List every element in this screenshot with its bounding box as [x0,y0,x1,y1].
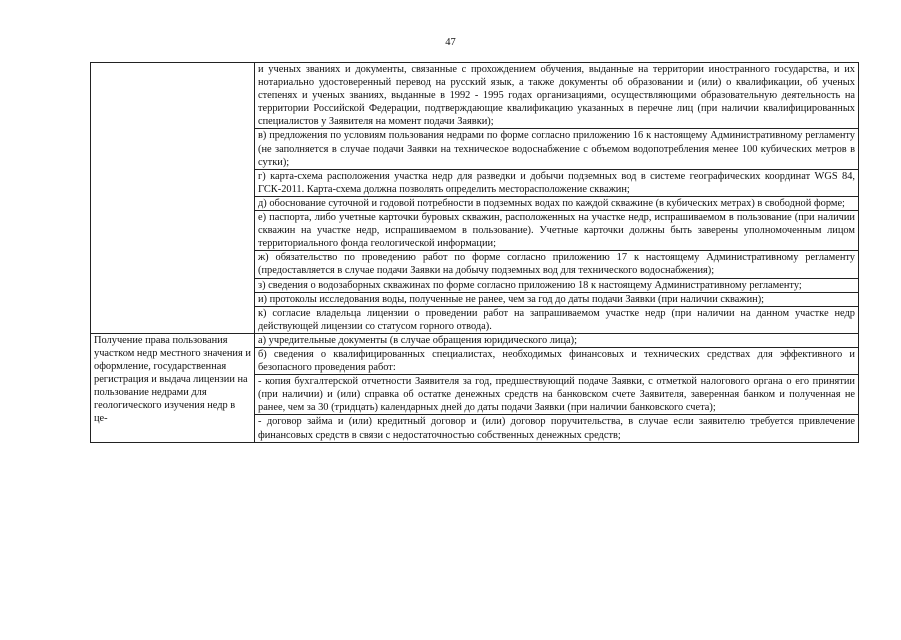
paragraph-b: б) сведения о квалифицированных специалистах, необходимых финансовых и технических средствах для эффективного и безопасного проведения работ: [255,347,858,374]
requirements-table [90,62,859,443]
service-name-cell: Получение права пользования участком недр местного значения и оформление, государственная регистрация и выдача лицензии на пользование недрами для геологического изучения недр в це- [91,333,255,442]
paragraph-e: е) паспорта, либо учетные карточки буровых скважин, расположенных на участке недр, испрашиваемом в пользование (при наличии скважин на участке недр, испрашиваемом в пользование). Учетные карточки должны быть заверены уполномоченным лицом территориального фонда геологической информации; [255,210,858,250]
paragraph-a: а) учредительные документы (в случае обращения юридического лица); [258,334,577,346]
paragraph-g: г) карта-схема расположения участка недр для разведки и добычи подземных вод в системе географических координат WGS 84, ГСК-2011. Карта-схема должна позволять определить месторасположение скважин; [255,169,858,196]
paragraph-v: в) предложения по условиям пользования недрами по форме согласно приложению 16 к настоящему Административному регламенту (не заполняется в случае подачи Заявки на техническое водоснабжение с объемом водопотребления менее 100 кубических метров в сутки); [255,128,858,168]
paragraph-d: д) обоснование суточной и годовой потребности в подземных водах по каждой скважине (в кубических метрах) в свободной форме; [255,196,858,210]
paragraph-z: з) сведения о водозаборных скважинах по форме согласно приложению 18 к настоящему Административному регламенту; [255,278,858,292]
table-row [91,333,859,442]
paragraph-zh: ж) обязательство по проведению работ по форме согласно приложению 17 к настоящему Административному регламенту (предоставляется в случае подачи Заявки на добычу подземных вод для технического водоснабжения); [255,250,858,277]
paragraph-accounting-copy: - копия бухгалтерской отчетности Заявителя за год, предшествующий подаче Заявки, с отметкой налогового органа о его принятии (при наличии) и (или) справка об остатке денежных средств на банковском счете Заявителя, заверенная банком и полученная не ранее, чем за 30 (тридцать) календарных дней до даты подачи Заявки (при наличии банковского счета); [255,374,858,414]
table-row [91,63,859,334]
page-number: 47 [445,37,456,48]
service-name-cell [91,63,255,334]
paragraph-loan-agreement: - договор займа и (или) кредитный договор и (или) договор поручительства, в случае если заявителю требуется привлечение финансовых средств в связи с недостаточностью собственных денежных средств; [255,414,858,441]
paragraph-i: и) протоколы исследования воды, полученные не ранее, чем за год до даты подачи Заявки (при наличии скважин); [255,292,858,306]
documents-cell [255,63,859,334]
documents-cell [255,333,859,442]
paragraph-continuation: и ученых званиях и документы, связанные с прохождением обучения, выданные на территории иностранного государства, и их нотариально удостоверенный перевод на русский язык, а также документы об образовании и (или) о квалификации, об ученых степенях и ученых званиях, выданные в 1992 - 1995 годах организациями, осуществляющими образовательную деятельность на территории Российской Федерации, подтверждающие квалификацию указанных в перечне лиц (при наличии квалифицированных специалистов у Заявителя на момент подачи Заявки); [258,64,855,128]
paragraph-k: к) согласие владельца лицензии о проведении работ на запрашиваемом участке недр (при наличии на данном участке недр действующей лицензии со статусом горного отвода). [255,306,858,333]
